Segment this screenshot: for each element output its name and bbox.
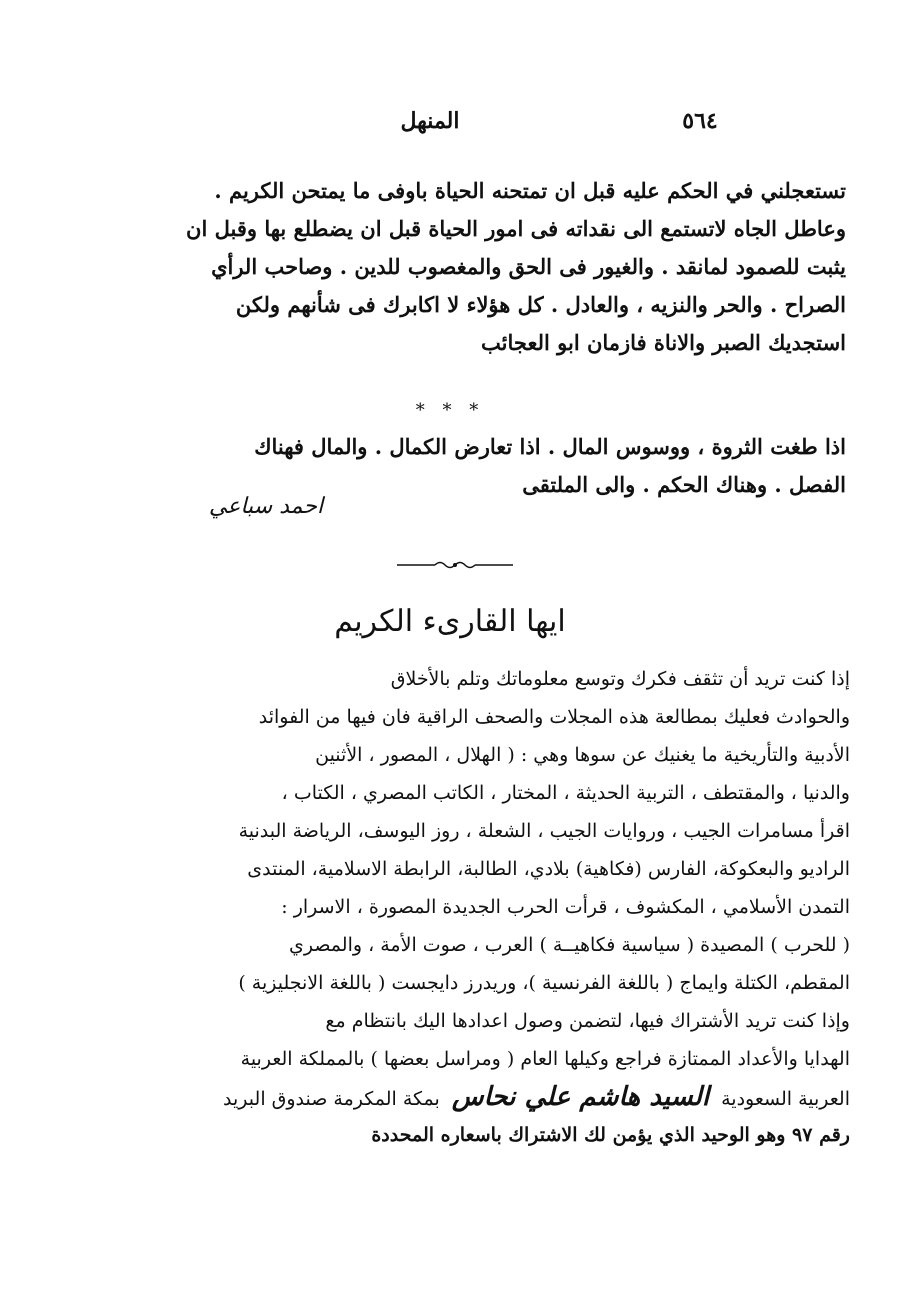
article-line: وعاطل الجاه لاتستمع الى نقداته فى امور الحياة قبل ان يضطلع بها وقبل ان <box>186 216 846 241</box>
ad-body <box>150 660 850 1154</box>
ad-line: والدنيا ، والمقتطف ، التربية الحديثة ، المختار ، الكاتب المصري ، الكتاب ، <box>281 782 850 804</box>
article-block-2 <box>150 428 846 504</box>
article-block-1 <box>150 172 846 362</box>
ad-line: اقرأ مسامرات الجيب ، وروايات الجيب ، الشعلة ، روز اليوسف، الرياضة البدنية <box>238 820 850 842</box>
ad-line: التمدن الأسلامي ، المكشوف ، قرأت الحرب الجديدة المصورة ، الاسرار : <box>281 896 850 918</box>
ad-line-with-logo <box>150 1078 850 1116</box>
article-line: الفصل . وهناك الحكم . والى الملتقى <box>522 472 846 497</box>
running-header-title: المنهل <box>400 108 460 134</box>
ad-line: رقم ٩٧ وهو الوحيد الذي يؤمن لك الاشتراك باسعاره المحددة <box>371 1124 850 1146</box>
page-number: ٥٦٤ <box>682 108 718 134</box>
article-line: الصراح . والحر والنزيه ، والعادل . كل هؤلاء لا اكابرك فى شأنهم ولكن <box>235 292 846 317</box>
ad-line: المقطم، الكتلة وايماج ( باللغة الفرنسية )، وريدرز دايجست ( باللغة الانجليزية ) <box>238 972 850 994</box>
section-separator: * * * <box>415 400 485 421</box>
ad-line-end: بمكة المكرمة صندوق البريد <box>223 1088 440 1110</box>
ornament-divider <box>395 560 515 570</box>
ad-line: الأدبية والتأريخية ما يغنيك عن سوها وهي : ( الهلال ، المصور ، الأثنين <box>315 744 850 766</box>
ad-line: والحوادث فعليك بمطالعة هذه المجلات والصحف الراقية فان فيها من الفوائد <box>258 706 850 728</box>
article-line: اذا طغت الثروة ، ووسوس المال . اذا تعارض الكمال . والمال فهناك <box>254 434 846 459</box>
ad-line: الهدايا والأعداد الممتازة فراجع وكيلها العام ( ومراسل بعضها ) بالمملكة العربية <box>240 1048 850 1070</box>
ad-line: وإذا كنت تريد الأشتراك فيها، لتضمن وصول اعدادها اليك بانتظام مع <box>325 1010 850 1032</box>
author-signature: احمد سباعي <box>208 494 324 519</box>
ad-line: الراديو والبعكوكة، الفارس (فكاهية) بلادي، الطالبة، الرابطة الاسلامية، المنتدى <box>247 858 850 880</box>
article-line: استجديك الصبر والاناة فازمان ابو العجائب <box>481 330 846 355</box>
article-line: يثبت للصمود لمانقد . والغيور فى الحق والمغصوب للدين . وصاحب الرأي <box>211 254 846 279</box>
ad-line: إذا كنت تريد أن تثقف فكرك وتوسع معلوماتك وتلم بالأخلاق <box>390 668 850 690</box>
agent-calligraphy-logo: السيد هاشم علي نحاس <box>446 1078 715 1116</box>
article-line: تستعجلني في الحكم عليه قبل ان تمتحنه الحياة باوفى ما يمتحن الكريم . <box>214 178 846 203</box>
ad-line: ( للحرب ) المصيدة ( سياسية فكاهيــة ) العرب ، صوت الأمة ، والمصري <box>288 934 850 956</box>
ad-heading: ايها القارىء الكريم <box>334 604 566 639</box>
ad-line-start: العربية السعودية <box>721 1088 850 1110</box>
